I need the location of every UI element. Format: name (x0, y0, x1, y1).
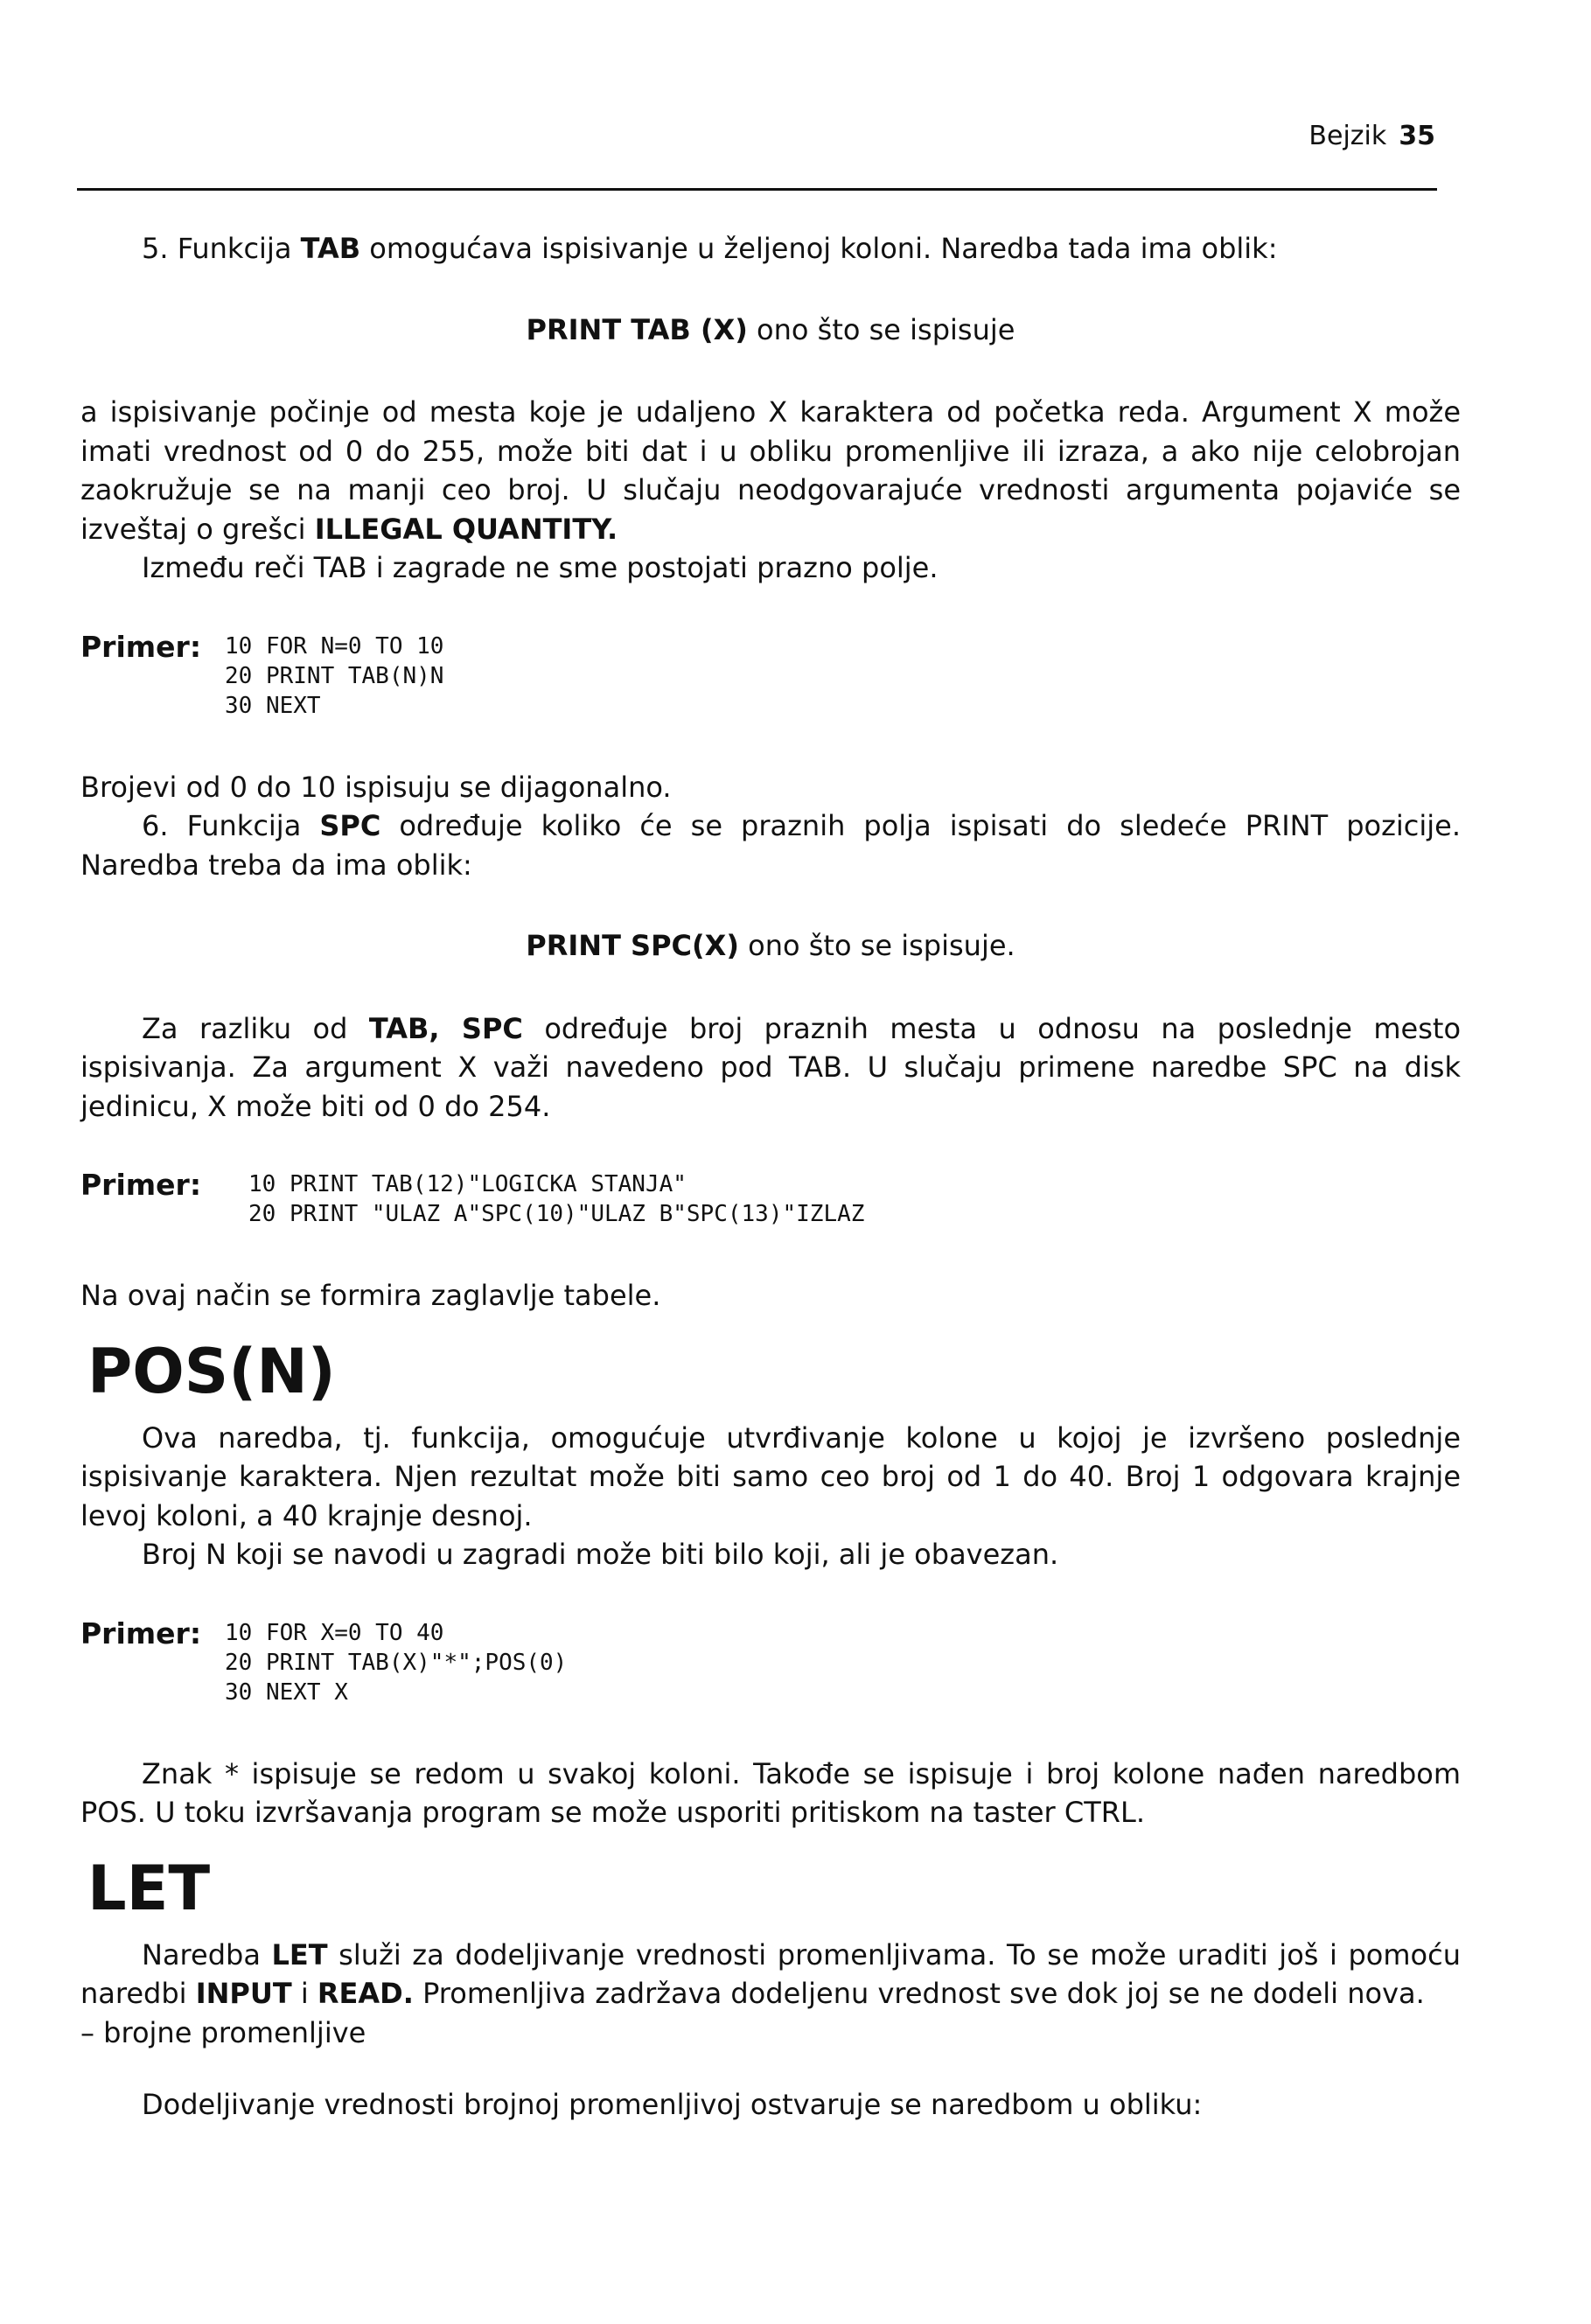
example-label: Primer: (80, 629, 202, 664)
header-rule (77, 188, 1437, 191)
tab-note: Između reči TAB i zagrade ne sme postojati prazno polje. (142, 551, 939, 584)
pos-description: Ova naredba, tj. funkcija, omogućuje utvrđivanje kolone u kojoj je izvršeno poslednje ispisivanje karaktera. Njen rezultat može biti samo ceo broj od 1 do 40. Broj 1 odgovara krajnje levoj koloni, a 40 krajnje desnoj. (80, 1420, 1461, 1532)
running-title: Bejzik (1308, 121, 1387, 151)
spc-intro: 6. Funkcija SPC određuje koliko će se praznih polja ispisati do sledeće PRINT pozicije. Naredba treba da ima oblik: (80, 809, 1461, 882)
tab-syntax: PRINT TAB (X) ono što se ispisuje (526, 312, 1015, 346)
tab-code: 10 FOR N=0 TO 10 20 PRINT TAB(N)N 30 NEXT (225, 632, 444, 719)
spc-example (80, 1166, 1461, 1229)
example-label: Primer: (80, 1168, 202, 1202)
let-description: Naredba LET služi za dodeljivanje vrednosti promenljivama. To se može uraditi još i pomoću naredbi INPUT i READ. Promenljiva zadržava dodeljenu vrednost sve dok joj se ne dodeli nova. (80, 1937, 1462, 2010)
spc-description: Za razliku od TAB, SPC određuje broj praznih mesta u odnosu na poslednje mesto ispisivanja. Za argument X važi navedeno pod TAB. U slučaju primene naredbe SPC na disk jedinicu, X može biti od 0 do 254. (80, 1011, 1462, 1123)
example-label: Primer: (80, 1616, 202, 1651)
spc-syntax: PRINT SPC(X) ono što se ispisuje. (526, 929, 1015, 962)
let-heading: LET (87, 1852, 211, 1924)
let-list-item: – brojne promenljive (80, 2015, 366, 2049)
tab-intro: 5. Funkcija TAB omogućava ispisivanje u željenoj koloni. Naredba tada ima oblik: (142, 232, 1278, 265)
pos-note: Broj N koji se navodi u zagradi može biti bilo koji, ali je obavezan. (142, 1538, 1059, 1571)
page-body (80, 229, 1461, 2125)
page-number: 35 (1399, 121, 1435, 151)
tab-example (80, 628, 1461, 721)
pos-code: 10 FOR X=0 TO 40 20 PRINT TAB(X)"*";POS(0) 30 NEXT X (225, 1619, 568, 1706)
pos-example (80, 1615, 1461, 1707)
page-header (1308, 121, 1435, 151)
pos-heading: POS(N) (87, 1335, 336, 1407)
spc-code: 10 PRINT TAB(12)"LOGICKA STANJA" 20 PRINT "ULAZ A"SPC(10)"ULAZ B"SPC(13)"IZLAZ (248, 1171, 865, 1227)
tab-result: Brojevi od 0 do 10 ispisuju se dijagonalno. (80, 770, 672, 804)
let-final: Dodeljivanje vrednosti brojnoj promenljivoj ostvaruje se naredbom u obliku: (142, 2088, 1203, 2121)
tab-description: a ispisivanje počinje od mesta koje je udaljeno X karaktera od početka reda. Argument X može imati vrednost od 0 do 255, može biti dat i u obliku promenljive ili izraza, a ako nije celobrojan zaokružuje se na manji ceo broj. U slučaju neodgovarajuće vrednosti argumenta pojaviće se izveštaj o grešci ILLEGAL QUANTITY. (80, 395, 1461, 546)
pos-result: Znak * ispisuje se redom u svakoj koloni. Takođe se ispisuje i broj kolone nađen naredbom POS. U toku izvršavanja program se može usporiti pritiskom na taster CTRL. (80, 1756, 1461, 1829)
spc-result: Na ovaj način se formira zaglavlje tabele. (80, 1279, 661, 1312)
